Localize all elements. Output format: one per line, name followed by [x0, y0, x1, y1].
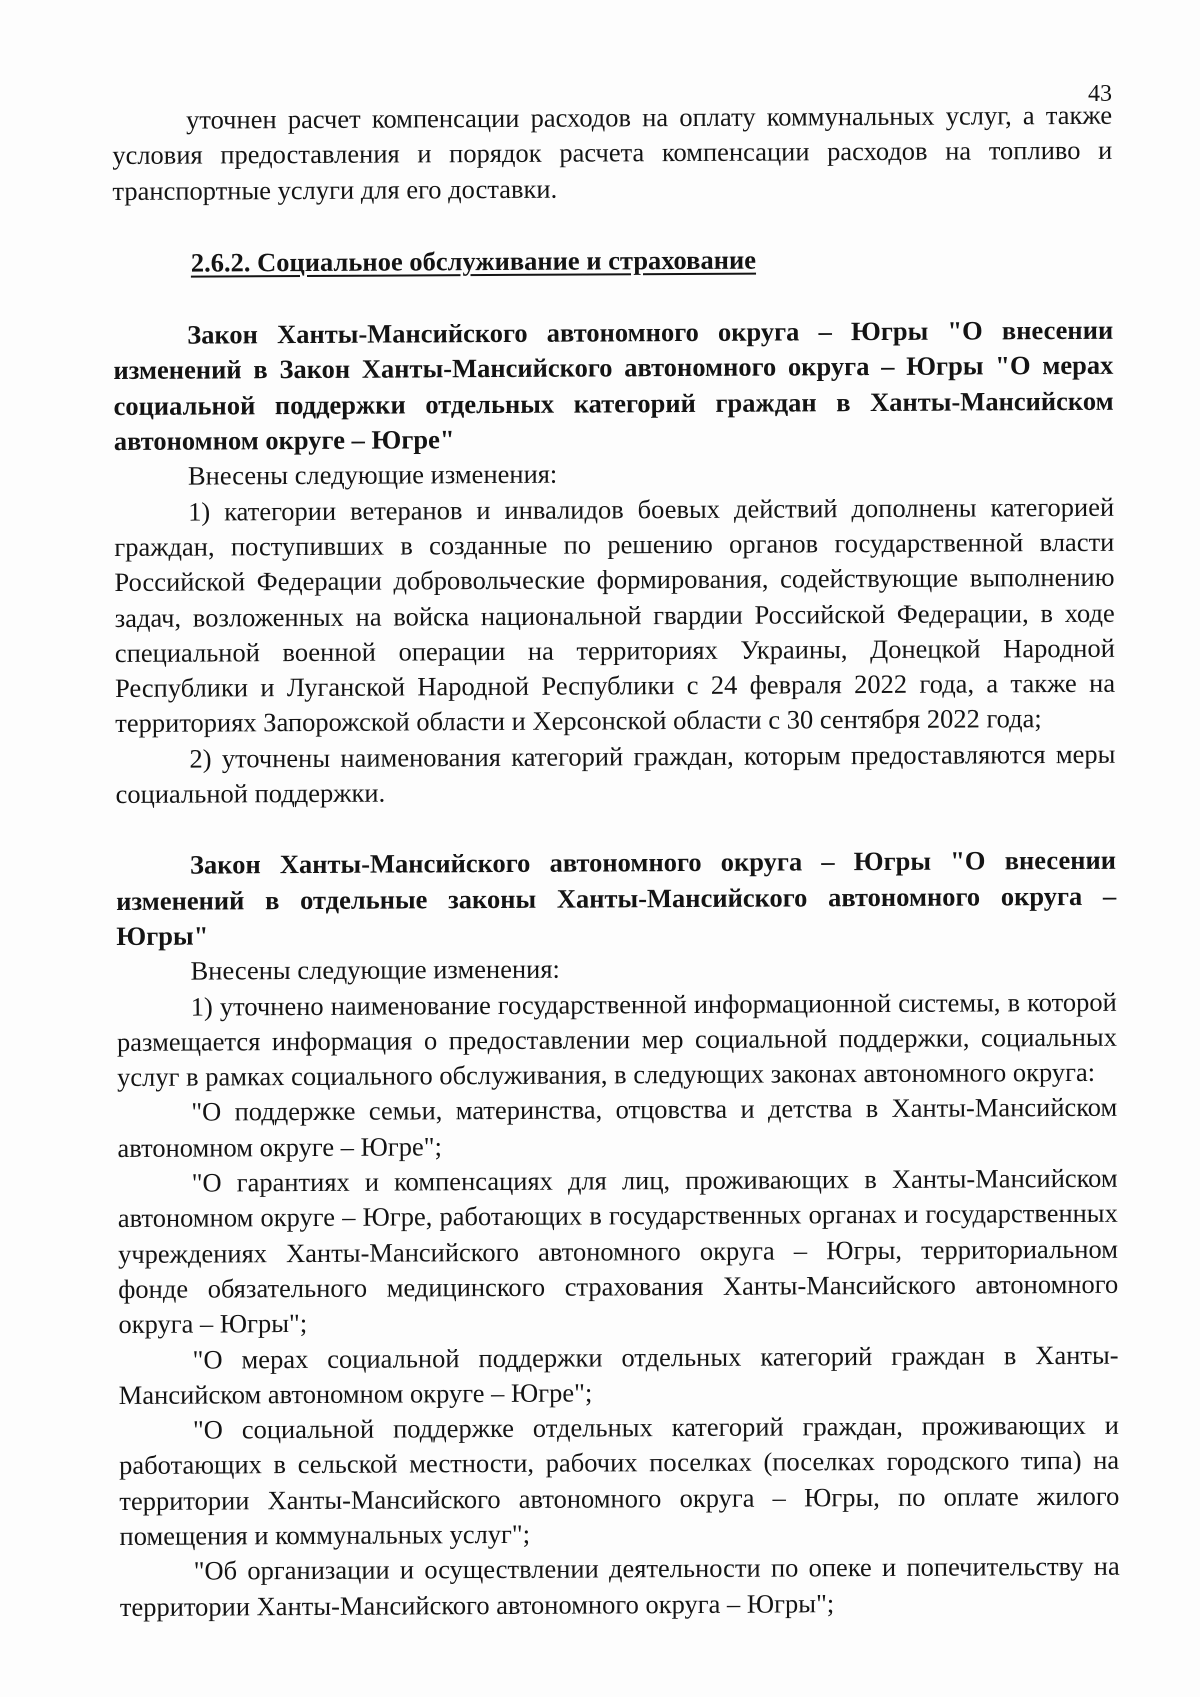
law-1-item-2: 2) уточнены наименования категорий граждан, которым предоставляются меры социальной поддержки. — [115, 738, 1116, 810]
law-2-title: Закон Ханты-Мансийского автономного округа – Югры "О внесении изменений в отдельные законы Ханты-Мансийского автономного округа – Югры" — [116, 845, 1117, 951]
intro-paragraph: уточнен расчет компенсации расходов на оплату коммунальных услуг, а также условия предоставления и порядок расчета компенсации расходов на топливо и транспортные услуги для его доставки. — [112, 99, 1113, 206]
law-2-item-1: 1) уточнено наименование государственной информационной системы, в которой размещается информация о предоставлении мер социальной поддержки, социальных услуг в рамках социального обслуживания, в следующих законах автономного округа: — [116, 986, 1117, 1093]
law-1-title: Закон Ханты-Мансийского автономного округа – Югры "О внесении изменений в Закон Ханты-Мансийского автономного округа – Югры "О мерах социальной поддержки отдельных категорий граждан в Ханты-Мансийском автономном округе – Югре" — [113, 314, 1114, 457]
page-number: 43 — [1088, 81, 1112, 107]
law-2-amended-law: "О социальной поддержке отдельных категорий граждан, проживающих и работающих в сельской местности, рабочих поселках (поселках городского типа) на территории Ханты-Мансийского автономного округа – Югры, по оплате жилого помещения и коммунальных услуг"; — [119, 1409, 1120, 1551]
law-1-intro: Внесены следующие изменения: — [187, 459, 558, 491]
law-2-amended-law: "О гарантиях и компенсациях для лиц, проживающих в Ханты-Мансийском автономном округе – Югре, работающих в государственных органах и государственных учреждениях Ханты-Мансийского автономного округа – Югры, территориальном фонде обязательного медицинского страхования Ханты-Мансийского автономного округа – Югры"; — [117, 1162, 1119, 1340]
section-heading: 2.6.2. Социальное обслуживание и страхование — [190, 244, 757, 278]
law-2-amended-law: "Об организации и осуществлении деятельности по опеке и попечительству на территории Ханты-Мансийского автономного округа – Югры"; — [119, 1551, 1120, 1622]
law-2-amended-law: "О мерах социальной поддержки отдельных категорий граждан в Ханты-Мансийском автономном округе – Югре"; — [118, 1339, 1119, 1410]
law-2-intro: Внесены следующие изменения: — [190, 953, 560, 986]
law-1-item-1: 1) категории ветеранов и инвалидов боевых действий дополнены категорией граждан, поступивших в созданные по решению органов государственной власти Российской Федерации добровольческие формирования, содействующие выполнению задач, возложенных на войска национальной гвардии Российской Федерации, в ходе специальной военной операции на территориях Украины, Донецкой Народной Республики и Луганской Народной Республики с 24 февраля 2022 года, а также на территориях Запорожской области и Херсонской области с 30 сентября 2022 года; — [114, 491, 1116, 739]
page-body — [112, 98, 1120, 1625]
law-2-amended-law: "О поддержке семьи, материнства, отцовства и детства в Ханты-Мансийском автономном округе – Югре"; — [117, 1092, 1118, 1163]
